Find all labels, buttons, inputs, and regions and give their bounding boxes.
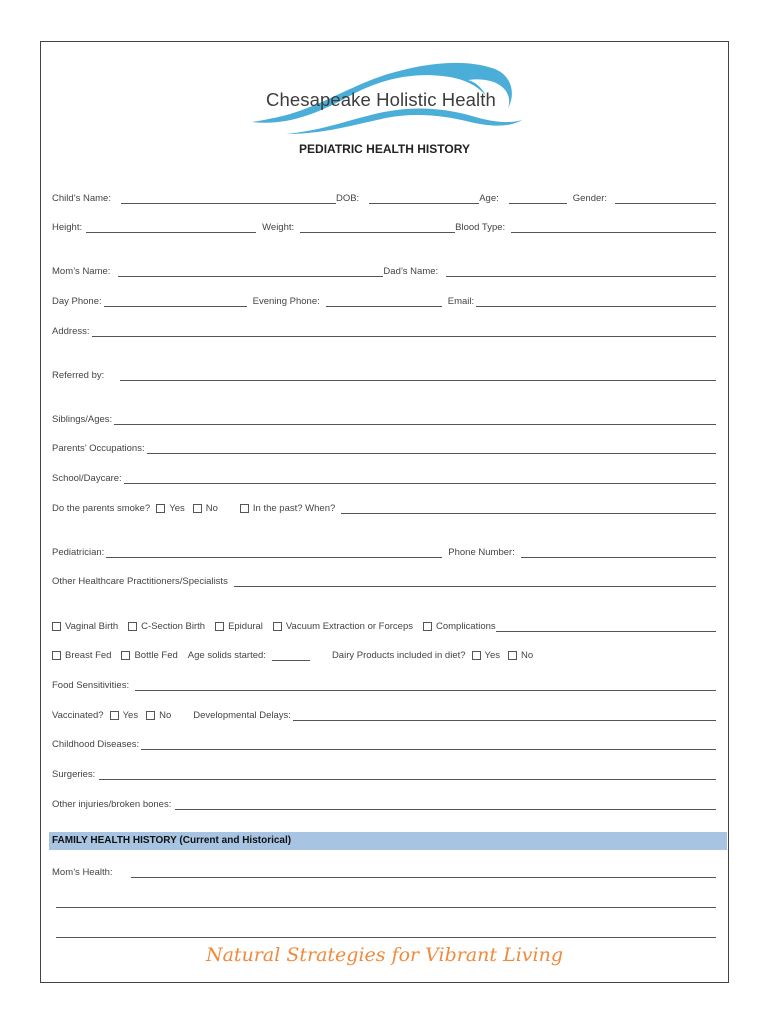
birth-row xyxy=(52,618,716,632)
parents-occupations-label: Parents’ Occupations: xyxy=(52,443,145,454)
child-name-label: Child’s Name: xyxy=(52,193,111,204)
smoke-yes-label: Yes xyxy=(169,503,185,514)
logo-text: Chesapeake Holistic Health xyxy=(266,89,496,110)
bottle-fed-checkbox[interactable] xyxy=(121,651,130,660)
mom-health-row xyxy=(52,864,716,878)
referred-by-label: Referred by: xyxy=(52,370,105,381)
email-field[interactable] xyxy=(476,297,716,307)
c-section-label: C-Section Birth xyxy=(141,621,206,632)
mom-health-line-2 xyxy=(52,894,716,908)
breast-fed-label: Breast Fed xyxy=(65,650,112,661)
height-label: Height: xyxy=(52,222,83,233)
other-practitioners-label: Other Healthcare Practitioners/Specialists xyxy=(52,576,228,587)
injuries-field[interactable] xyxy=(175,800,716,810)
child-info-row xyxy=(52,190,716,204)
parents-row xyxy=(52,263,716,277)
pediatrician-field[interactable] xyxy=(106,548,442,558)
epidural-checkbox[interactable] xyxy=(215,622,224,631)
mom-name-label: Mom’s Name: xyxy=(52,266,111,277)
dairy-yes-label: Yes xyxy=(484,650,501,661)
smoke-yes-checkbox[interactable] xyxy=(156,504,165,513)
food-row xyxy=(52,677,716,691)
solids-label: Age solids started: xyxy=(187,650,266,661)
dairy-no-label: No xyxy=(521,650,534,661)
in-past-field[interactable] xyxy=(341,504,716,514)
tagline: Natural Strategies for Vibrant Living xyxy=(205,944,563,966)
vaccinated-label: Vaccinated? xyxy=(52,710,104,721)
address-row xyxy=(52,323,716,337)
smoke-no-label: No xyxy=(205,503,218,514)
referred-by-field[interactable] xyxy=(120,371,716,381)
vaccinated-no-label: No xyxy=(159,710,172,721)
complications-checkbox[interactable] xyxy=(423,622,432,631)
vaccination-row xyxy=(52,707,716,721)
siblings-field[interactable] xyxy=(114,415,716,425)
weight-label: Weight: xyxy=(262,222,295,233)
vaccinated-yes-checkbox[interactable] xyxy=(110,711,119,720)
form-page xyxy=(40,41,729,983)
dad-name-label: Dad’s Name: xyxy=(383,266,439,277)
epidural-label: Epidural xyxy=(228,621,263,632)
practitioners-row xyxy=(52,573,716,587)
complications-label: Complications xyxy=(436,621,496,632)
developmental-delays-label: Developmental Delays: xyxy=(193,710,291,721)
day-phone-field[interactable] xyxy=(104,297,247,307)
in-past-label: In the past? When? xyxy=(252,503,336,514)
referred-row xyxy=(52,367,716,381)
mom-health-field-3[interactable] xyxy=(56,928,716,938)
mom-name-field[interactable] xyxy=(118,267,383,277)
family-history-title: FAMILY HEALTH HISTORY (Current and Historical) xyxy=(52,835,292,846)
measurements-row xyxy=(52,219,716,233)
gender-label: Gender: xyxy=(572,193,608,204)
other-practitioners-field[interactable] xyxy=(234,577,716,587)
child-name-field[interactable] xyxy=(121,194,336,204)
weight-field[interactable] xyxy=(300,223,455,233)
phone-number-field[interactable] xyxy=(521,548,716,558)
dad-name-field[interactable] xyxy=(446,267,716,277)
school-row xyxy=(52,470,716,484)
mom-health-line-3 xyxy=(52,924,716,938)
food-sensitivities-field[interactable] xyxy=(135,681,716,691)
evening-phone-label: Evening Phone: xyxy=(252,296,320,307)
childhood-diseases-label: Childhood Diseases: xyxy=(52,739,140,750)
age-label: Age: xyxy=(479,193,499,204)
developmental-delays-field[interactable] xyxy=(293,711,716,721)
complications-field[interactable] xyxy=(496,622,716,632)
blood-type-field[interactable] xyxy=(511,223,716,233)
injuries-row xyxy=(52,796,716,810)
family-history-header xyxy=(49,832,727,850)
phone-number-label: Phone Number: xyxy=(448,547,515,558)
pediatrician-row xyxy=(52,544,716,558)
bottle-fed-label: Bottle Fed xyxy=(134,650,178,661)
vaginal-birth-checkbox[interactable] xyxy=(52,622,61,631)
smoking-row xyxy=(52,500,716,514)
parents-smoke-label: Do the parents smoke? xyxy=(52,503,151,514)
day-phone-label: Day Phone: xyxy=(52,296,102,307)
mom-health-field-2[interactable] xyxy=(56,898,716,908)
smoke-past-checkbox[interactable] xyxy=(240,504,249,513)
pediatrician-label: Pediatrician: xyxy=(52,547,105,558)
address-label: Address: xyxy=(52,326,90,337)
height-field[interactable] xyxy=(86,223,256,233)
vacuum-checkbox[interactable] xyxy=(273,622,282,631)
injuries-label: Other injuries/broken bones: xyxy=(52,799,172,810)
solids-field[interactable] xyxy=(272,651,310,661)
food-sensitivities-label: Food Sensitivities: xyxy=(52,680,130,691)
diseases-row xyxy=(52,736,716,750)
vacuum-label: Vacuum Extraction or Forceps xyxy=(285,621,413,632)
c-section-checkbox[interactable] xyxy=(128,622,137,631)
parents-occupations-field[interactable] xyxy=(147,444,716,454)
school-label: School/Daycare: xyxy=(52,473,122,484)
surgeries-field[interactable] xyxy=(99,770,716,780)
smoke-no-checkbox[interactable] xyxy=(193,504,202,513)
surgeries-label: Surgeries: xyxy=(52,769,96,780)
dairy-no-checkbox[interactable] xyxy=(508,651,517,660)
dairy-yes-checkbox[interactable] xyxy=(472,651,481,660)
dairy-label: Dairy Products included in diet? xyxy=(331,650,466,661)
siblings-label: Siblings/Ages: xyxy=(52,414,113,425)
vaccinated-no-checkbox[interactable] xyxy=(146,711,155,720)
address-field[interactable] xyxy=(92,327,717,337)
school-field[interactable] xyxy=(124,474,716,484)
vaccinated-yes-label: Yes xyxy=(122,710,139,721)
mom-health-field[interactable] xyxy=(131,868,716,878)
gender-field[interactable] xyxy=(615,194,716,204)
dob-field[interactable] xyxy=(369,194,479,204)
childhood-diseases-field[interactable] xyxy=(141,740,716,750)
breast-fed-checkbox[interactable] xyxy=(52,651,61,660)
vaginal-birth-label: Vaginal Birth xyxy=(65,621,119,632)
blood-type-label: Blood Type: xyxy=(455,222,506,233)
form-title: PEDIATRIC HEALTH HISTORY xyxy=(299,142,470,156)
surgeries-row xyxy=(52,766,716,780)
dob-label: DOB: xyxy=(335,193,360,204)
evening-phone-field[interactable] xyxy=(326,297,442,307)
mom-health-label: Mom’s Health: xyxy=(52,867,113,878)
age-field[interactable] xyxy=(509,194,567,204)
email-label: Email: xyxy=(447,296,475,307)
occupations-row xyxy=(52,440,716,454)
contact-row xyxy=(52,293,716,307)
siblings-row xyxy=(52,411,716,425)
feeding-row xyxy=(52,647,716,661)
